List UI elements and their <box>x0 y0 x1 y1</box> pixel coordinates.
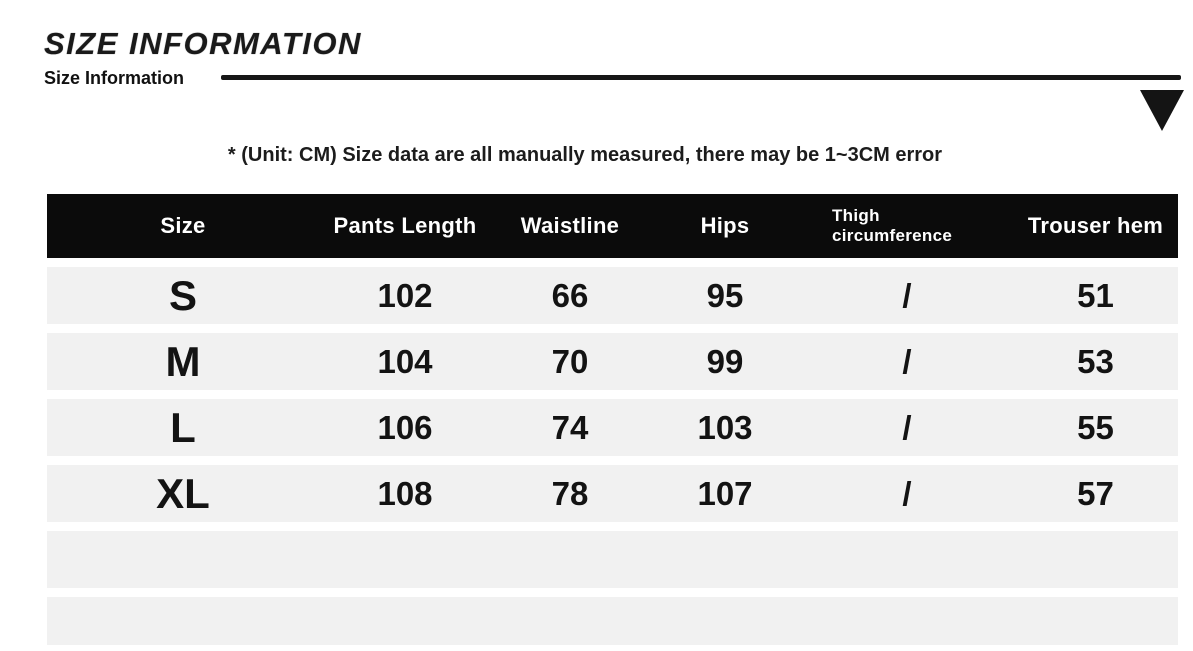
triangle-down-icon <box>1140 90 1184 131</box>
header-cell-thigh-circumference <box>801 194 1013 258</box>
table-row-empty <box>47 597 1178 645</box>
value-cell-thigh: / <box>902 408 912 446</box>
value-cell-pants-length: 106 <box>377 408 433 446</box>
value-cell-thigh: / <box>902 474 912 512</box>
value-cell-pants-length: 108 <box>377 474 433 512</box>
value-cell-hips: 95 <box>706 276 744 314</box>
table-row-l <box>47 399 1178 456</box>
header-rule <box>221 75 1181 80</box>
header-cell-size: Size <box>160 213 206 238</box>
header-cell-waistline: Waistline <box>520 213 620 238</box>
size-cell: S <box>168 271 197 319</box>
value-cell-trouser-hem: 57 <box>1077 474 1114 512</box>
value-cell-thigh: / <box>902 276 912 314</box>
table-row-empty <box>47 531 1178 588</box>
value-cell-waistline: 78 <box>551 474 589 512</box>
size-cell: XL <box>156 469 210 517</box>
value-cell-hips: 99 <box>706 342 744 380</box>
table-row-xl <box>47 465 1178 522</box>
table-row-m <box>47 333 1178 390</box>
size-cell: L <box>170 403 196 451</box>
value-cell-trouser-hem: 51 <box>1077 276 1114 314</box>
page-subtitle: Size Information <box>44 68 185 88</box>
header-cell-hips: Hips <box>700 213 750 238</box>
table-row-s <box>47 267 1178 324</box>
value-cell-waistline: 74 <box>551 408 589 446</box>
size-table <box>47 194 1178 645</box>
page-title: SIZE INFORMATION <box>44 26 362 61</box>
header-cell-pants-length: Pants Length <box>333 213 477 238</box>
value-cell-waistline: 66 <box>551 276 589 314</box>
header-cell-trouser-hem: Trouser hem <box>1027 213 1164 238</box>
measurement-note: * (Unit: CM) Size data are all manually measured, there may be 1~3CM error <box>227 144 943 166</box>
size-cell: M <box>165 337 201 385</box>
value-cell-pants-length: 104 <box>377 342 433 380</box>
value-cell-trouser-hem: 55 <box>1077 408 1114 446</box>
value-cell-thigh: / <box>902 342 912 380</box>
value-cell-hips: 107 <box>697 474 753 512</box>
value-cell-waistline: 70 <box>551 342 589 380</box>
value-cell-hips: 103 <box>697 408 753 446</box>
value-cell-trouser-hem: 53 <box>1077 342 1114 380</box>
header-cell-thigh-label: Thigh circumference <box>832 205 953 245</box>
table-header-row <box>47 194 1178 258</box>
value-cell-pants-length: 102 <box>377 276 433 314</box>
